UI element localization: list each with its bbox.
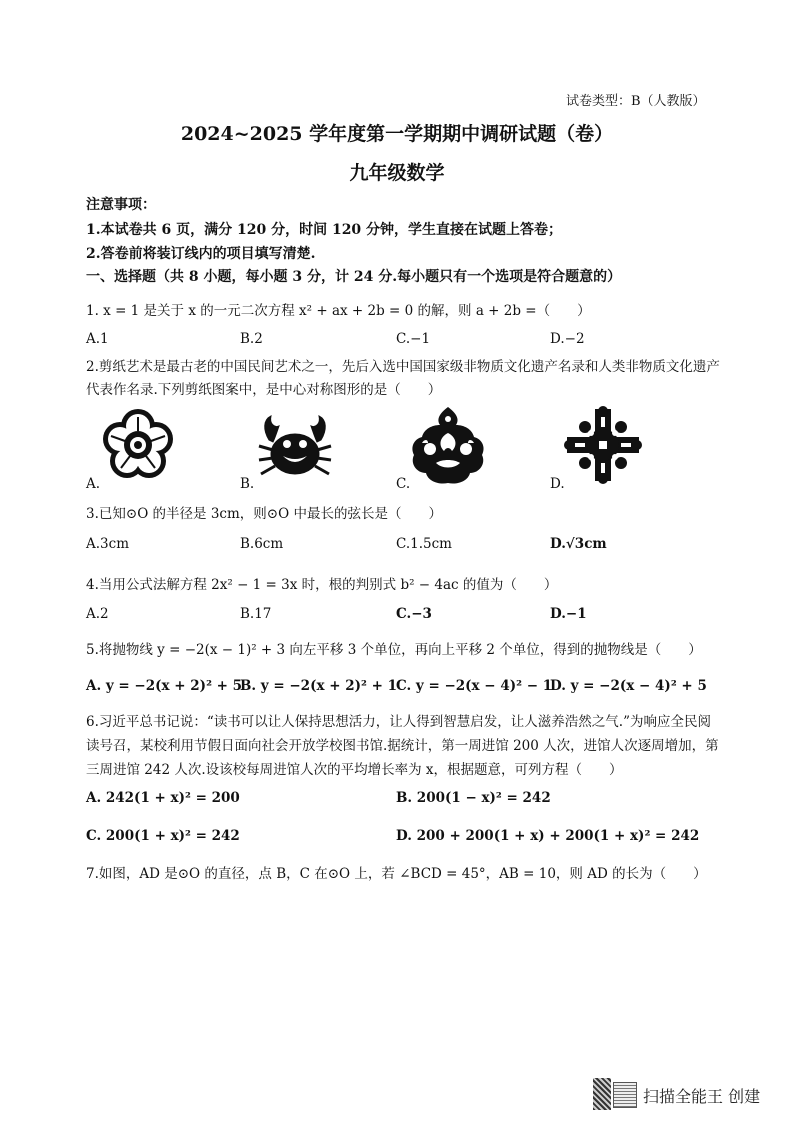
question-2-stem-line1: 2.剪纸艺术是最古老的中国民间艺术之一，先后入选中国国家级非物质文化遗产名录和人类非物质文化遗产 — [86, 359, 720, 375]
q2-option-b: B. — [240, 476, 255, 492]
q5-option-c: C. y = −2(x − 4)² − 1 — [396, 678, 553, 694]
question-6-stem-line2: 读号召，某校利用节假日面向社会开放学校图书馆.据统计，第一周进馆 200 人次，进馆人次逐周增加，第 — [86, 738, 719, 754]
exam-title: 2024~2025 学年度第一学期期中调研试题（卷） — [180, 123, 614, 145]
q6-option-c: C. 200(1 + x)² = 242 — [86, 828, 240, 844]
notes-heading: 注意事项： — [86, 197, 156, 213]
question-1-stem: 1. x = 1 是关于 x 的一元二次方程 x² + ax + 2b = 0 的解，则 a + 2b =（ ） — [86, 303, 591, 319]
exam-type-label: 试卷类型：B（人教版） — [566, 94, 706, 109]
note-item-1: 1.本试卷共 6 页，满分 120 分，时间 120 分钟，学生直接在试题上答卷； — [86, 222, 563, 238]
q5-option-d: D. y = −2(x − 4)² + 5 — [550, 678, 707, 694]
q3-option-a: A.3cm — [86, 536, 129, 552]
q1-option-c: C.−1 — [396, 331, 431, 347]
q4-option-c: C.−3 — [396, 606, 432, 622]
scanner-watermark — [593, 1078, 773, 1112]
note-item-2: 2.答卷前将装订线内的项目填写清楚. — [86, 246, 316, 262]
q1-option-b: B.2 — [240, 331, 263, 347]
q3-option-d: D.√3cm — [550, 536, 607, 552]
q5-option-a: A. y = −2(x + 2)² + 5 — [86, 678, 243, 694]
q4-option-d: D.−1 — [550, 606, 587, 622]
q2-option-a: A. — [86, 476, 101, 492]
crab-papercut-image — [255, 410, 335, 486]
question-4-stem: 4.当用公式法解方程 2x² − 1 = 3x 时，根的判别式 b² − 4ac 的值为（ ） — [86, 577, 558, 593]
q2-option-d: D. — [550, 476, 565, 492]
question-5-stem: 5.将抛物线 y = −2(x − 1)² + 3 向左平移 3 个单位，再向上平移 2 个单位，得到的抛物线是（ ） — [86, 642, 702, 658]
ornament-papercut-image — [406, 403, 490, 489]
q3-option-b: B.6cm — [240, 536, 284, 552]
scanner-brand-text: 扫描全能王 创建 — [643, 1087, 761, 1106]
question-7-stem: 7.如图，AD 是⊙O 的直径，点 B，C 在⊙O 上，若 ∠BCD = 45°，AB = 10，则 AD 的长为（ ） — [86, 866, 707, 882]
exam-subtitle: 九年级数学 — [349, 162, 445, 184]
q5-option-b: B. y = −2(x + 2)² + 1 — [240, 678, 398, 694]
q6-option-a: A. 242(1 + x)² = 200 — [86, 790, 240, 806]
q3-option-c: C.1.5cm — [396, 536, 452, 552]
q2-option-c: C. — [396, 476, 411, 492]
q4-option-a: A.2 — [86, 606, 109, 622]
question-3-stem: 3.已知⊙O 的半径是 3cm，则⊙O 中最长的弦长是（ ） — [86, 506, 442, 522]
q6-option-b: B. 200(1 − x)² = 242 — [396, 790, 551, 806]
q4-option-b: B.17 — [240, 606, 272, 622]
q6-option-d: D. 200 + 200(1 + x) + 200(1 + x)² = 242 — [396, 828, 700, 844]
question-2-stem-line2: 代表作名录.下列剪纸图案中，是中心对称图形的是（ ） — [86, 382, 442, 398]
question-6-stem-line3: 三周进馆 242 人次.设该校每周进馆人次的平均增长率为 x，根据题意，可列方程（ ） — [86, 762, 623, 778]
qr-code-icon — [593, 1078, 611, 1110]
section1-heading: 一、选择题（共 8 小题，每小题 3 分，计 24 分.每小题只有一个选项是符合题意的） — [86, 269, 622, 285]
cross-ornament-papercut-image — [563, 405, 643, 485]
scanner-logo-icon — [613, 1082, 637, 1108]
q1-option-a: A.1 — [86, 331, 109, 347]
question-6-stem-line1: 6.习近平总书记说：“读书可以让人保持思想活力，让人得到智慧启发，让人滋养浩然之气.”为响应全民阅 — [86, 714, 711, 730]
q1-option-d: D.−2 — [550, 331, 585, 347]
flower-papercut-image — [100, 405, 176, 485]
